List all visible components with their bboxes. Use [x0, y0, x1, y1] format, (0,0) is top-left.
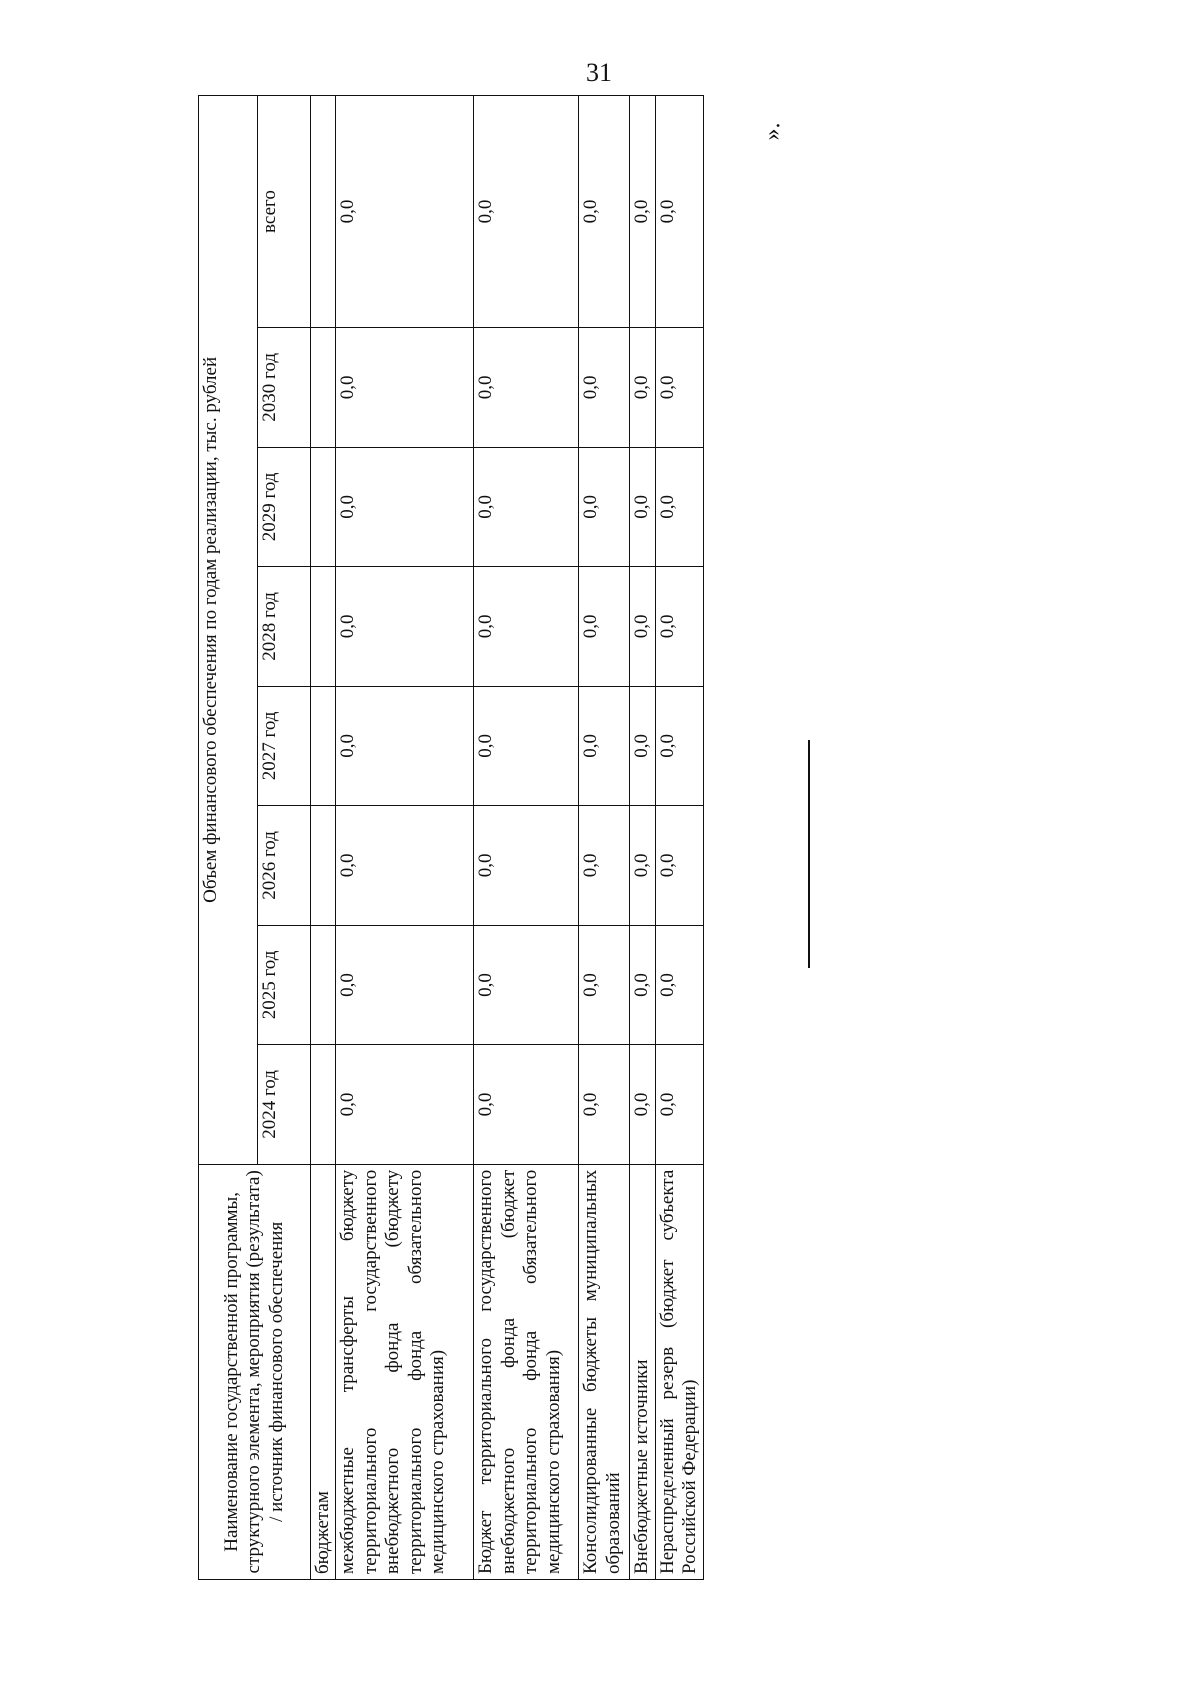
value-cell: 0,0: [474, 447, 579, 567]
value-cell: 0,0: [579, 328, 630, 448]
value-cell: 0,0: [474, 925, 579, 1045]
header-year-2030: 2030 год: [258, 328, 311, 448]
value-cell: 0,0: [474, 96, 579, 328]
value-cell: [311, 1045, 336, 1165]
value-cell: 0,0: [579, 925, 630, 1045]
value-cell: 0,0: [630, 96, 655, 328]
table-row: [630, 96, 655, 1580]
header-group-cell: Объем финансового обеспечения по годам реализации, тыс. рублей: [199, 96, 258, 1165]
table-row: [579, 96, 630, 1580]
value-cell: 0,0: [655, 447, 703, 567]
value-cell: 0,0: [336, 96, 474, 328]
value-cell: 0,0: [579, 567, 630, 687]
header-year-2027: 2027 год: [258, 686, 311, 806]
value-cell: 0,0: [579, 447, 630, 567]
header-year-2024: 2024 год: [258, 1045, 311, 1165]
value-cell: 0,0: [655, 925, 703, 1045]
header-total: всего: [258, 96, 311, 328]
value-cell: [311, 567, 336, 687]
header-row-top: [199, 96, 258, 1580]
table-row: [336, 96, 474, 1580]
value-cell: 0,0: [336, 925, 474, 1045]
table-row: [655, 96, 703, 1580]
value-cell: 0,0: [630, 447, 655, 567]
value-cell: 0,0: [336, 447, 474, 567]
value-cell: 0,0: [474, 328, 579, 448]
row-name-cell: Бюджет территориального государственного внебюджетного фонда (бюджет территориального фонда обязательного медицинского страхования): [474, 1164, 579, 1579]
header-year-2025: 2025 год: [258, 925, 311, 1045]
value-cell: 0,0: [579, 1045, 630, 1165]
row-name-cell: межбюджетные трансферты бюджету территориального государственного внебюджетного фонда (бюджету территориального фонда обязательного медицинского страхования): [336, 1164, 474, 1579]
value-cell: 0,0: [474, 567, 579, 687]
value-cell: 0,0: [579, 96, 630, 328]
value-cell: 0,0: [579, 686, 630, 806]
header-name-cell: Наименование государственной программы, структурного элемента, мероприятия (результата) / источник финансового обеспечения: [199, 1164, 311, 1579]
row-name-cell: Консолидированные бюджеты муниципальных образований: [579, 1164, 630, 1579]
page-number: 31: [586, 58, 612, 87]
value-cell: [311, 925, 336, 1045]
value-cell: 0,0: [655, 1045, 703, 1165]
value-cell: 0,0: [336, 686, 474, 806]
value-cell: 0,0: [630, 686, 655, 806]
value-cell: 0,0: [630, 567, 655, 687]
header-year-2026: 2026 год: [258, 806, 311, 926]
value-cell: 0,0: [474, 806, 579, 926]
value-cell: 0,0: [336, 806, 474, 926]
value-cell: 0,0: [630, 806, 655, 926]
value-cell: 0,0: [655, 806, 703, 926]
value-cell: [311, 686, 336, 806]
row-name-cell: Нераспределенный резерв (бюджет субъекта Российской Федерации): [655, 1164, 703, 1579]
value-cell: [311, 96, 336, 328]
rotated-table-container: [198, 95, 738, 1580]
value-cell: 0,0: [655, 328, 703, 448]
value-cell: 0,0: [655, 96, 703, 328]
table-row: [474, 96, 579, 1580]
header-year-2029: 2029 год: [258, 447, 311, 567]
value-cell: 0,0: [336, 328, 474, 448]
row-name-cell: бюджетам: [311, 1164, 336, 1579]
value-cell: 0,0: [630, 925, 655, 1045]
value-cell: 0,0: [655, 686, 703, 806]
value-cell: [311, 328, 336, 448]
separator-line: [808, 740, 810, 968]
financing-table: [198, 95, 704, 1580]
closing-quote-mark: ».: [759, 122, 786, 141]
table-row: [311, 96, 336, 1580]
value-cell: [311, 447, 336, 567]
value-cell: 0,0: [474, 1045, 579, 1165]
value-cell: 0,0: [630, 1045, 655, 1165]
row-name-cell: Внебюджетные источники: [630, 1164, 655, 1579]
value-cell: 0,0: [630, 328, 655, 448]
value-cell: 0,0: [336, 567, 474, 687]
value-cell: 0,0: [655, 567, 703, 687]
value-cell: 0,0: [474, 686, 579, 806]
value-cell: 0,0: [579, 806, 630, 926]
value-cell: 0,0: [336, 1045, 474, 1165]
header-year-2028: 2028 год: [258, 567, 311, 687]
value-cell: [311, 806, 336, 926]
